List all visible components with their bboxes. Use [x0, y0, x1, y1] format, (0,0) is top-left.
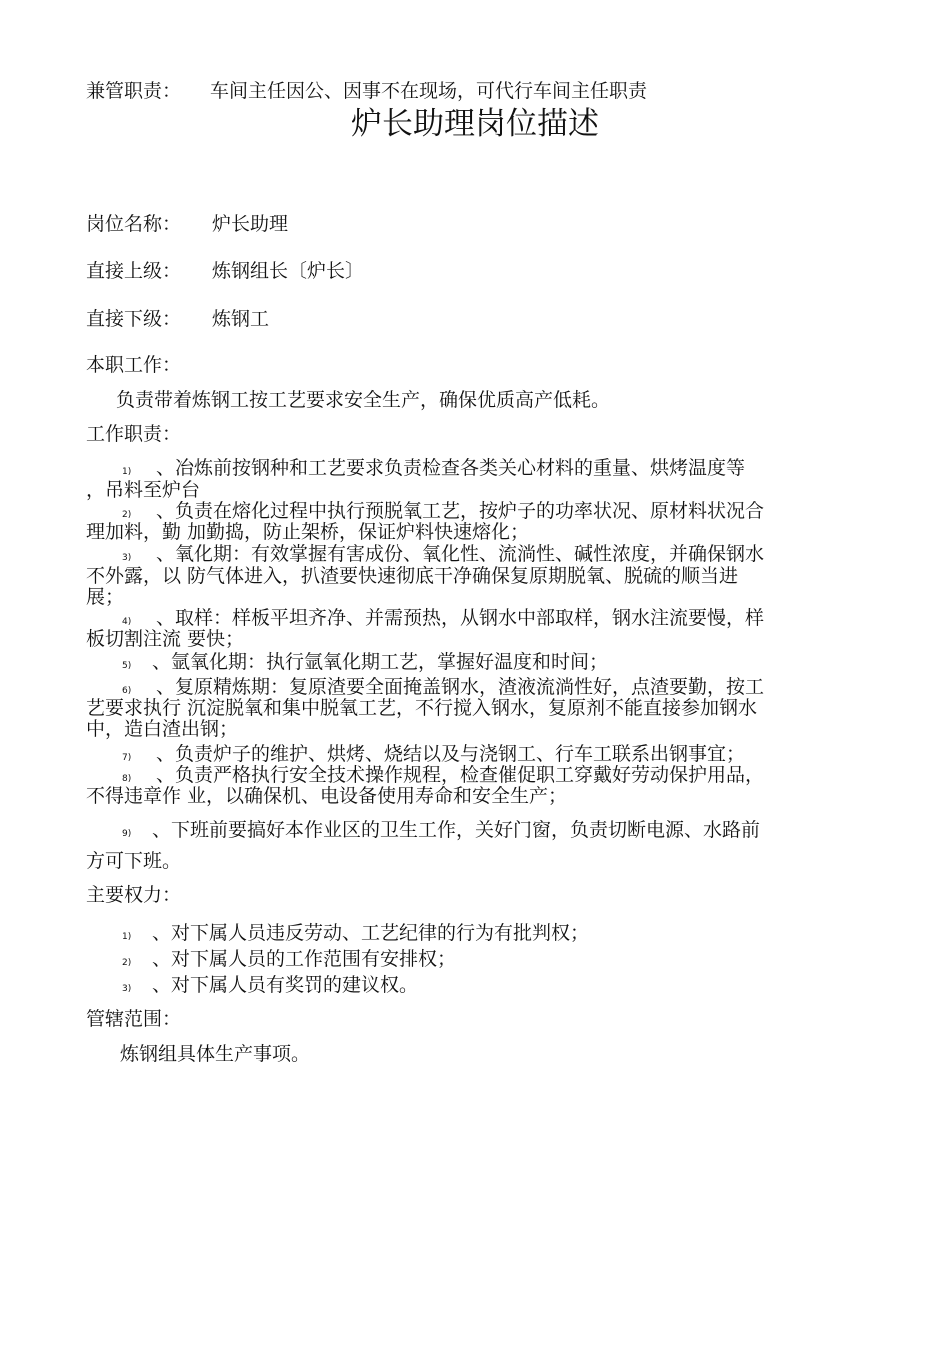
concurrent-duty-text: 车间主任因公、因事不在现场，可代行车间主任职责	[210, 80, 648, 102]
main-work-text: 负责带着炼钢工按工艺要求安全生产，确保优质高产低耗。	[116, 389, 611, 411]
duty-number: 2)	[122, 510, 132, 520]
duty-number: 1)	[122, 467, 132, 477]
duty-9-line-2: 方可下班。	[86, 850, 182, 872]
duty-number: 3)	[122, 553, 132, 563]
power-3-text: 、对下属人员有奖罚的建议权。	[152, 974, 419, 996]
duty-1-line-2: ，吊料至炉台	[86, 479, 201, 501]
duty-9-line-1: 、下班前要搞好本作业区的卫生工作，关好门窗，负责切断电源、水路前	[152, 819, 761, 841]
duty-2-line-2: 理加料，勤 加勤捣，防止架桥，保证炉料快速熔化；	[86, 521, 530, 543]
duty-3-line-2: 不外露，以 防气体进入，扒渣要快速彻底干净确保复原期脱氧、脱硫的顺当进	[86, 565, 739, 587]
duty-6-line-1: 、复原精炼期：复原渣要全面掩盖钢水，渣液流淌性好，点渣要勤，按工	[156, 676, 765, 698]
duty-1-line-1: 、冶炼前按钢种和工艺要求负责检查各类关心材料的重量、烘烤温度等	[156, 457, 746, 479]
duty-8-line-2: 不得违章作 业，以确保机、电设备使用寿命和安全生产；	[86, 785, 568, 807]
powers-heading: 主要权力：	[86, 884, 182, 906]
position-name-value: 炉长助理	[212, 213, 289, 235]
duty-number: 4)	[122, 617, 132, 627]
direct-subordinate-label: 直接下级：	[86, 308, 182, 330]
duty-4-line-1: 、取样：样板平坦齐净、并需预热，从钢水中部取样，钢水注流要慢，样	[156, 607, 765, 629]
duty-number: 6)	[122, 686, 132, 696]
duty-3-line-1: 、氧化期：有效掌握有害成份、氧化性、流淌性、碱性浓度，并确保钢水	[156, 543, 765, 565]
power-1-text: 、对下属人员违反劳动、工艺纪律的行为有批判权；	[152, 922, 590, 944]
duty-3-line-3: 展；	[86, 586, 125, 608]
duty-6-line-2: 艺要求执行 沉淀脱氧和集中脱氧工艺，不行搅入钢水，复原剂不能直接参加钢水	[86, 697, 758, 719]
duty-2-line-1: 、负责在熔化过程中执行预脱氧工艺，按炉子的功率状况、原材料状况合	[156, 500, 765, 522]
duty-4-line-2: 板切割注流 要快；	[86, 628, 245, 650]
duty-number: 8)	[122, 774, 132, 784]
duty-number: 7)	[122, 753, 132, 763]
power-2-text: 、对下属人员的工作范围有安排权；	[152, 948, 457, 970]
scope-heading: 管辖范围：	[86, 1008, 182, 1030]
scope-text: 炼钢组具体生产事项。	[120, 1043, 311, 1065]
duty-7-line-1: 、负责炉子的维护、烘烤、烧结以及与浇钢工、行车工联系出钢事宜；	[156, 743, 746, 765]
duty-number: 5)	[122, 661, 132, 671]
duty-6-line-3: 中，造白渣出钢；	[86, 718, 239, 740]
direct-superior-value: 炼钢组长〔炉长〕	[212, 260, 365, 282]
power-number: 2)	[122, 958, 132, 968]
main-work-heading: 本职工作：	[86, 354, 182, 376]
page-title: 炉长助理岗位描述	[351, 106, 599, 142]
concurrent-duty-label: 兼管职责：	[86, 80, 182, 102]
position-name-label: 岗位名称：	[86, 213, 182, 235]
duty-5-line-1: 、氩氧化期：执行氩氧化期工艺，掌握好温度和时间；	[152, 651, 609, 673]
power-number: 1)	[122, 932, 132, 942]
power-number: 3)	[122, 984, 132, 994]
duties-heading: 工作职责：	[86, 423, 182, 445]
duty-number: 9)	[122, 829, 132, 839]
direct-subordinate-value: 炼钢工	[212, 308, 270, 330]
direct-superior-label: 直接上级：	[86, 260, 182, 282]
duty-8-line-1: 、负责严格执行安全技术操作规程，检查催促职工穿戴好劳动保护用品，	[156, 764, 765, 786]
